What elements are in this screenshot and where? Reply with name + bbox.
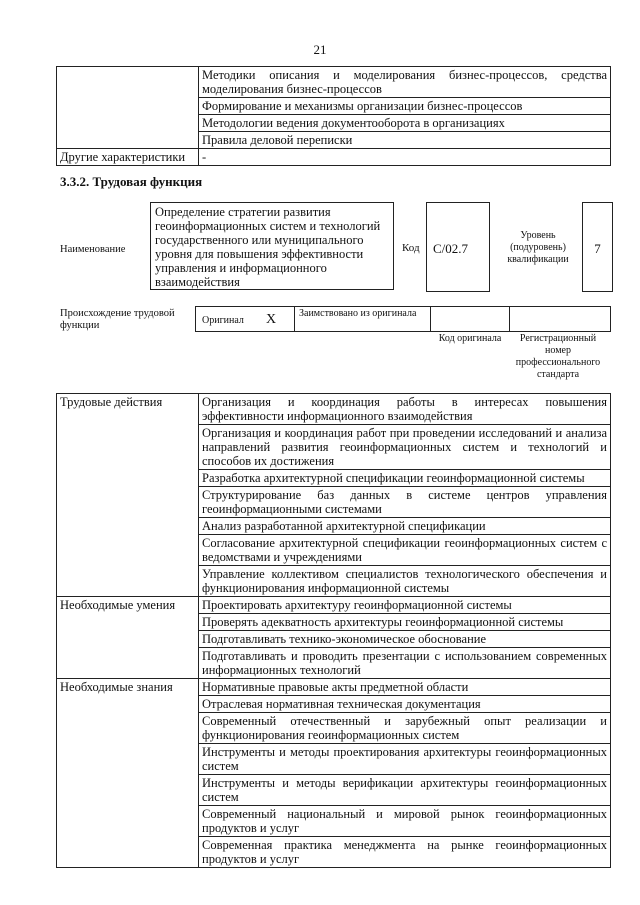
list-item: Методологии ведения документооборота в организациях	[199, 115, 611, 132]
reg-number-label: Регистрационный номер профессионального стандарта	[515, 333, 601, 380]
table-row	[57, 679, 611, 696]
skills-item: Проектировать архитектуру геоинформационной системы	[199, 597, 611, 614]
other-characteristics-label: Другие характеристики	[57, 149, 199, 166]
table-row	[57, 597, 611, 614]
labor-actions-item: Организация и координация работ при проведении исследований и анализа направлений развития геоинформационных систем и технологий и способов их достижения	[199, 425, 611, 470]
borrowed-label: Заимствовано из оригинала	[299, 308, 417, 319]
function-name: Определение стратегии развития геоинформационных систем и технологий государственного или муниципального уровня для повышения эффективности управления и информационного взаимодействия	[150, 202, 394, 290]
list-item: Формирование и механизмы организации бизнес-процессов	[199, 98, 611, 115]
skills-item: Проверять адекватность архитектуры геоинформационной системы	[199, 614, 611, 631]
name-label: Наименование	[60, 244, 126, 255]
knowledge-item: Современный национальный и мировой рынок геоинформационных продуктов и услуг	[199, 806, 611, 837]
borrowed-cell	[294, 306, 430, 332]
origin-label: Происхождение трудовой функции	[60, 308, 175, 331]
labor-actions-item: Анализ разработанной архитектурной спецификации	[199, 518, 611, 535]
level-label: Уровень (подуровень) квалификации	[507, 230, 569, 265]
labor-function-table	[56, 393, 611, 868]
code-value: C/02.7	[433, 241, 469, 256]
level-box	[582, 202, 613, 292]
original-label: Оригинал	[202, 315, 244, 326]
table-row	[57, 67, 611, 98]
knowledge-item: Современная практика менеджмента на рынке геоинформационных продуктов и услуг	[199, 837, 611, 868]
list-item: Методики описания и моделирования бизнес-процессов, средства моделирования бизнес-процессов	[199, 67, 611, 98]
level-value: 7	[594, 241, 601, 256]
knowledge-item: Отраслевая нормативная техническая документация	[199, 696, 611, 713]
labor-actions-item: Согласование архитектурной спецификации геоинформационных систем с ведомствами и учреждениями	[199, 535, 611, 566]
section-title: 3.3.2. Трудовая функция	[60, 174, 203, 189]
table-row	[57, 149, 611, 166]
labor-actions-item: Организация и координация работы в интересах повышения эффективности информационного взаимодействия	[199, 394, 611, 425]
knowledge-item: Нормативные правовые акты предметной области	[199, 679, 611, 696]
code-original-cell	[430, 306, 510, 332]
knowledge-label: Необходимые знания	[57, 679, 199, 868]
labor-actions-label: Трудовые действия	[57, 394, 199, 597]
list-item: Правила деловой переписки	[199, 132, 611, 149]
skills-label: Необходимые умения	[57, 597, 199, 679]
original-mark: X	[266, 312, 277, 327]
labor-actions-item: Разработка архитектурной спецификации геоинформационной системы	[199, 470, 611, 487]
skills-item: Подготавливать и проводить презентации с использованием современных информационных технологий	[199, 648, 611, 679]
code-original-label: Код оригинала	[438, 333, 502, 344]
knowledge-item: Инструменты и методы проектирования архитектуры геоинформационных систем	[199, 744, 611, 775]
table-row	[57, 394, 611, 425]
skills-item: Подготавливать технико-экономическое обоснование	[199, 631, 611, 648]
page-number: 21	[313, 42, 327, 57]
other-characteristics-value: -	[199, 149, 611, 166]
knowledge-item: Современный отечественный и зарубежный опыт реализации и функционирования геоинформационных систем	[199, 713, 611, 744]
empty-label-cell	[57, 67, 199, 149]
reg-number-cell	[509, 306, 611, 332]
knowledge-item: Инструменты и методы верификации архитектуры геоинформационных систем	[199, 775, 611, 806]
labor-actions-item: Управление коллективом специалистов технологического обеспечения и функционирования информационной системы	[199, 566, 611, 597]
labor-actions-item: Структурирование баз данных в системе центров управления геоинформационными системами	[199, 487, 611, 518]
code-label: Код	[402, 242, 420, 254]
code-box	[426, 202, 490, 292]
previous-knowledge-table	[56, 66, 611, 166]
original-cell	[195, 306, 295, 332]
